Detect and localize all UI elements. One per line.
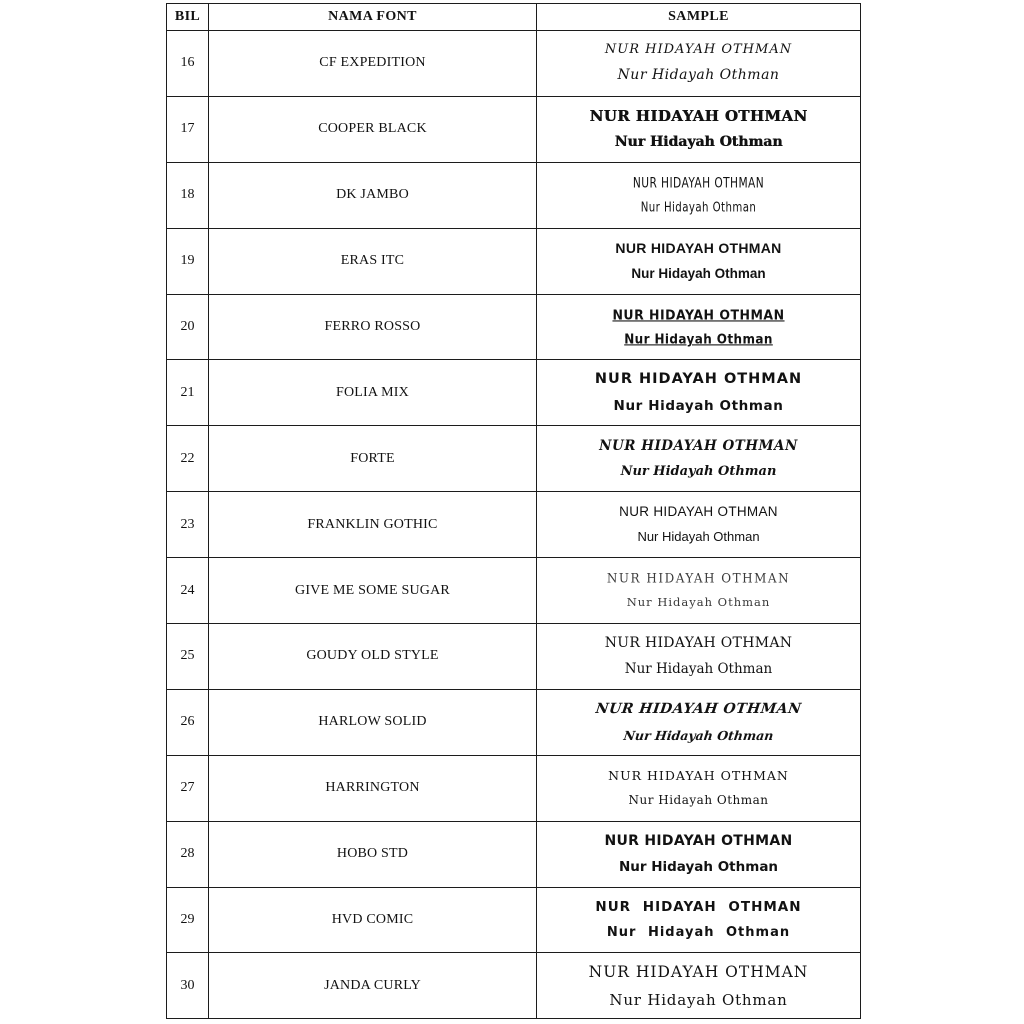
sample-titlecase-line: Nur Hidayah Othman — [620, 463, 777, 479]
row-number-cell: 29 — [167, 887, 209, 953]
sample-uppercase-line: NUR HIDAYAH OTHMAN — [606, 570, 791, 586]
row-number-cell: 17 — [167, 96, 209, 162]
sample-titlecase-line: Nur Hidayah Othman — [609, 990, 788, 1009]
table-row — [167, 821, 861, 887]
row-number-cell: 24 — [167, 558, 209, 624]
font-sample-cell — [537, 689, 861, 755]
table-row — [167, 887, 861, 953]
header-bil: BIL — [167, 4, 209, 31]
table-row — [167, 953, 861, 1019]
row-number-cell: 22 — [167, 426, 209, 492]
row-number-cell: 25 — [167, 624, 209, 690]
font-sample-cell — [537, 360, 861, 426]
sample-uppercase-line: NUR HIDAYAH OTHMAN — [589, 106, 808, 125]
font-sample-cell — [537, 294, 861, 360]
sample-titlecase-line: Nur Hidayah Othman — [618, 858, 779, 875]
header-sample: SAMPLE — [537, 4, 861, 31]
font-sample-cell — [537, 228, 861, 294]
table-row — [167, 689, 861, 755]
table-row — [167, 492, 861, 558]
font-name-cell: GIVE ME SOME SUGAR — [209, 558, 537, 624]
font-name-cell: HARRINGTON — [209, 755, 537, 821]
font-sample-cell — [537, 96, 861, 162]
sample-uppercase-line: NUR HIDAYAH OTHMAN — [594, 371, 803, 387]
sample-uppercase-line: NUR HIDAYAH OTHMAN — [594, 701, 803, 718]
table-row — [167, 558, 861, 624]
sample-titlecase-line: Nur Hidayah Othman — [606, 924, 791, 940]
sample-titlecase-line: Nur Hidayah Othman — [624, 661, 773, 678]
font-sample-cell — [537, 887, 861, 953]
font-name-cell: FRANKLIN GOTHIC — [209, 492, 537, 558]
font-name-cell: HVD COMIC — [209, 887, 537, 953]
row-number-cell: 21 — [167, 360, 209, 426]
font-sample-cell — [537, 558, 861, 624]
table-row — [167, 162, 861, 228]
sample-uppercase-line: NUR HIDAYAH OTHMAN — [608, 768, 789, 784]
font-name-cell: GOUDY OLD STYLE — [209, 624, 537, 690]
font-sample-cell — [537, 492, 861, 558]
font-sample-cell — [537, 821, 861, 887]
row-number-cell: 23 — [167, 492, 209, 558]
sample-titlecase-line: Nur Hidayah Othman — [622, 727, 775, 743]
sample-uppercase-line: NUR HIDAYAH OTHMAN — [612, 306, 785, 323]
font-name-cell: FORTE — [209, 426, 537, 492]
table-row — [167, 755, 861, 821]
sample-titlecase-line: Nur Hidayah Othman — [640, 199, 757, 215]
sample-titlecase-line: Nur Hidayah Othman — [628, 793, 769, 808]
sample-uppercase-line: NUR HIDAYAH OTHMAN — [619, 503, 778, 519]
font-sample-table — [166, 3, 861, 1019]
sample-uppercase-line: NUR HIDAYAH OTHMAN — [595, 898, 802, 915]
table-row — [167, 624, 861, 690]
font-name-cell: HARLOW SOLID — [209, 689, 537, 755]
sample-uppercase-line: NUR HIDAYAH OTHMAN — [604, 634, 793, 651]
font-name-cell: CF EXPEDITION — [209, 31, 537, 97]
row-number-cell: 30 — [167, 953, 209, 1019]
font-name-cell: ERAS ITC — [209, 228, 537, 294]
sample-uppercase-line: NUR HIDAYAH OTHMAN — [604, 832, 793, 849]
header-row — [167, 4, 861, 31]
row-number-cell: 27 — [167, 755, 209, 821]
row-number-cell: 19 — [167, 228, 209, 294]
table-row — [167, 426, 861, 492]
row-number-cell: 16 — [167, 31, 209, 97]
table-row — [167, 294, 861, 360]
font-sample-cell — [537, 953, 861, 1019]
font-sample-cell — [537, 426, 861, 492]
sample-titlecase-line: Nur Hidayah Othman — [624, 331, 773, 347]
font-name-cell: DK JAMBO — [209, 162, 537, 228]
table-row — [167, 228, 861, 294]
sample-titlecase-line: Nur Hidayah Othman — [626, 595, 771, 610]
row-number-cell: 28 — [167, 821, 209, 887]
sample-uppercase-line: NUR HIDAYAH OTHMAN — [588, 962, 809, 981]
font-name-cell: HOBO STD — [209, 821, 537, 887]
font-sample-cell — [537, 624, 861, 690]
sample-titlecase-line: Nur Hidayah Othman — [614, 134, 783, 151]
sample-titlecase-line: Nur Hidayah Othman — [613, 397, 784, 414]
font-name-cell: FOLIA MIX — [209, 360, 537, 426]
sample-uppercase-line: NUR HIDAYAH OTHMAN — [615, 239, 782, 256]
table-row — [167, 360, 861, 426]
font-name-cell: COOPER BLACK — [209, 96, 537, 162]
sample-titlecase-line: Nur Hidayah Othman — [637, 529, 760, 545]
table-body — [167, 31, 861, 1019]
font-sample-cell — [537, 162, 861, 228]
font-sample-cell — [537, 31, 861, 97]
sample-titlecase-line: Nur Hidayah Othman — [617, 67, 780, 84]
font-sample-cell — [537, 755, 861, 821]
table-row — [167, 31, 861, 97]
font-name-cell: FERRO ROSSO — [209, 294, 537, 360]
font-name-cell: JANDA CURLY — [209, 953, 537, 1019]
row-number-cell: 20 — [167, 294, 209, 360]
table-row — [167, 96, 861, 162]
row-number-cell: 26 — [167, 689, 209, 755]
sample-uppercase-line: NUR HIDAYAH OTHMAN — [604, 42, 793, 58]
sample-uppercase-line: NUR HIDAYAH OTHMAN — [632, 174, 765, 192]
header-nama-font: NAMA FONT — [209, 4, 537, 31]
sample-titlecase-line: Nur Hidayah Othman — [631, 265, 766, 281]
sample-uppercase-line: NUR HIDAYAH OTHMAN — [599, 437, 798, 454]
row-number-cell: 18 — [167, 162, 209, 228]
table-head — [167, 4, 861, 31]
